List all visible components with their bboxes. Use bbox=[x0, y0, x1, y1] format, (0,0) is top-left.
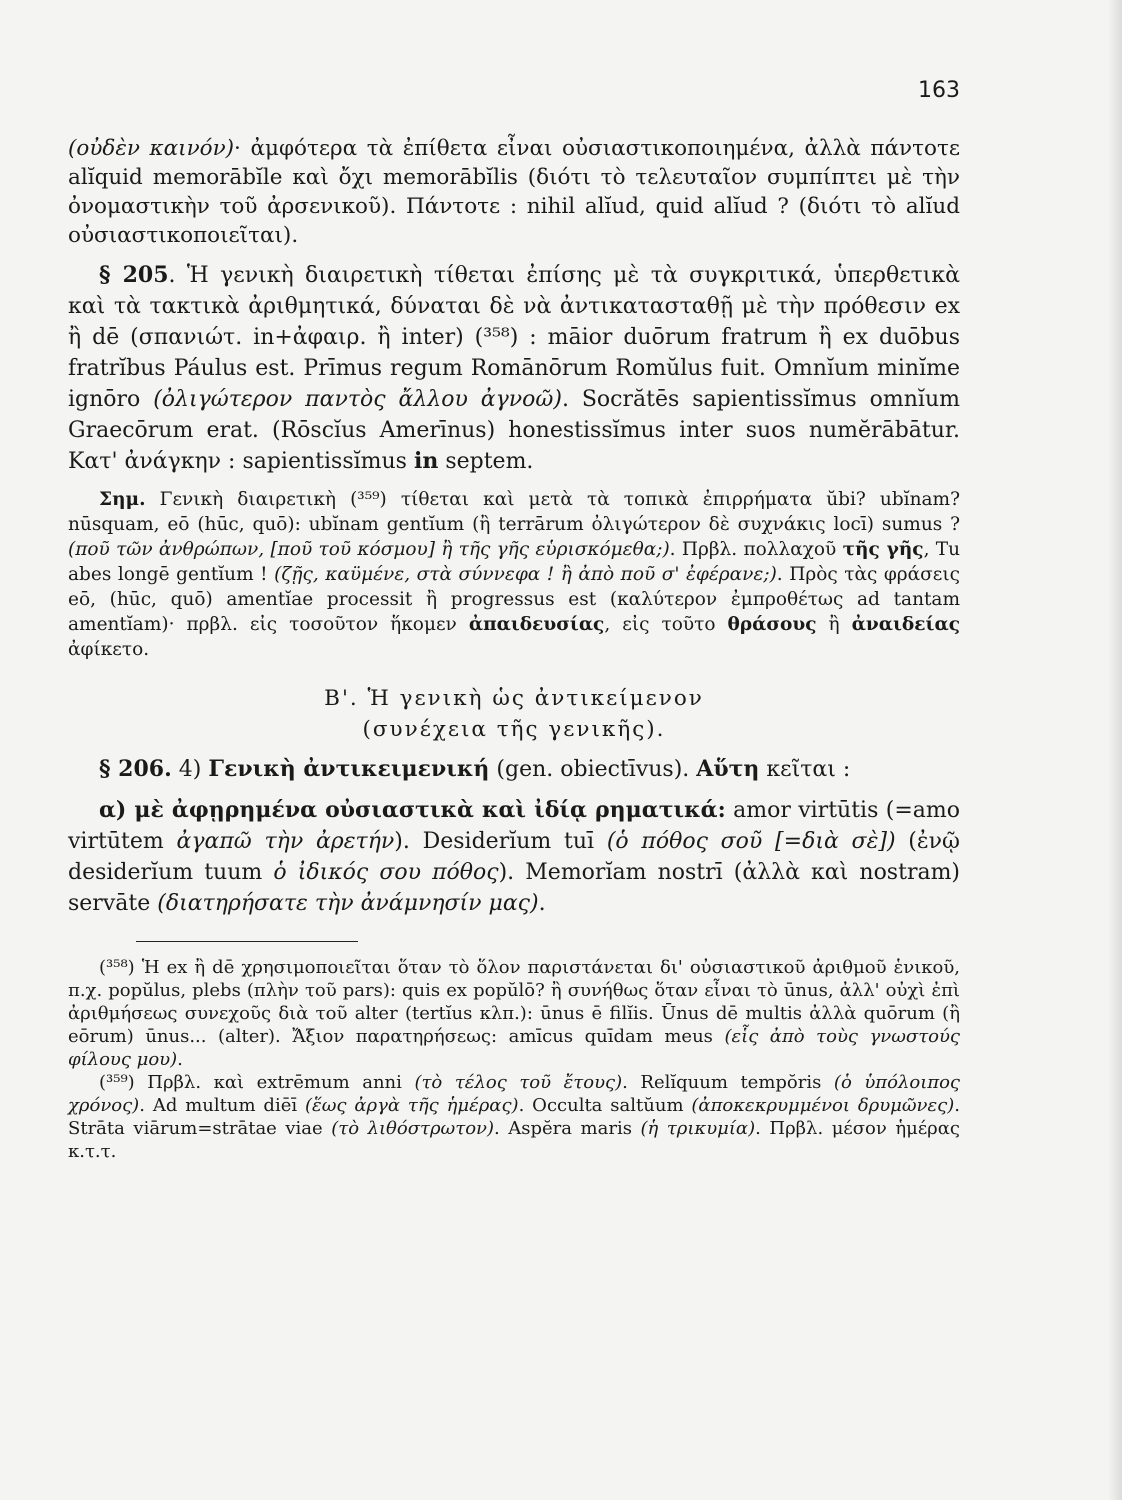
intro-paragraph bbox=[68, 134, 960, 250]
footnote-358-run: (³⁵⁸) Ἡ ex ἢ dē χρησιμοποιεῖται ὅταν τὸ ὅλον παριστάνεται δι' οὐσιαστικοῦ ἀριθμοῦ ἑνικοῦ, π.χ. popŭlus, plebs (πλὴν τοῦ pars): quis ex popŭlō? ἢ συνήθως ὅταν εἶναι τὸ ūnus, ἀλλ' οὐχὶ ἐπὶ ἀριθμήσεως συνεχοῦς διὰ τοῦ alter (tertĭus κλπ.): ūnus ē filĭis. Ūnus dē multis ἀλλὰ quōrum (ἢ eōrum) ūnus... (alter). Ἄξιον παρατηρήσεως: amīcus quīdam meus bbox=[68, 957, 960, 1047]
para-206-run: Αὕτη bbox=[696, 756, 760, 782]
footnote-359-run: (τὸ λιθόστρωτον) bbox=[331, 1118, 494, 1139]
note-paragraph bbox=[68, 487, 960, 662]
para-note-run: Σημ. bbox=[99, 489, 146, 510]
footnote-359-run: (ἡ τρικυμία) bbox=[640, 1118, 756, 1139]
para-206a-run: amor virtūtis (=amo virtūtem bbox=[68, 798, 961, 854]
para-note-run: . Πρὸς τὰς φράσεις eō, (hūc, quō) amentĭae processit ἢ progressus est (καλύτερον ἐμπροθέτως ad tantam amentĭam)· πρβλ. εἰς τοσοῦτον ἥκομεν bbox=[68, 564, 961, 635]
footnote-359-run: . Relĭquum tempŏris bbox=[622, 1072, 834, 1093]
footnote-359 bbox=[68, 1071, 960, 1163]
para-205-run: (ὀλιγώτερον παντὸς ἄλλου ἀγνοῶ) bbox=[153, 387, 562, 412]
para-206-run: § 206. bbox=[99, 756, 172, 782]
section-heading-subtitle: (συνέχεια τῆς γενικῆς). bbox=[362, 717, 666, 742]
para-note-run: Γενικὴ διαιρετικὴ (³⁵⁹) τίθεται καὶ μετὰ τὰ τοπικὰ ἐπιρρήματα ŭbi? ubĭnam? nūsquam, eō (hūc, quō): ubĭnam gentĭum (ἢ terrārum ὀλιγώτερον δὲ συχνάκις locī) sumus ? bbox=[68, 489, 960, 535]
para-note-run: (ζῇς, καϋμένε, στὰ σύννεφα ! ἢ ἀπὸ ποῦ σ' ἐφέρανε;) bbox=[274, 564, 777, 585]
footnote-rule bbox=[136, 941, 358, 942]
para-205-run: in bbox=[413, 448, 439, 474]
para-note-run: ἀφίκετο. bbox=[68, 639, 150, 660]
para-intro-run: · ἀμφότερα τὰ ἐπίθετα εἶναι οὐσιαστικοποιημένα, ἀλλὰ πάντοτε alĭquid memorābĭle καὶ ὄχι memorābĭlis (διότι τὸ τελευταῖον συμπίπτει μὲ τὴν ὀνομαστικὴν τοῦ ἀρσενικοῦ). Πάντοτε : nihil alĭud, quid alĭud ? (διότι τὸ alĭud οὐσιαστικοποιεῖται). bbox=[68, 136, 960, 248]
para-206a-run: (ἐνῷ desiderĭum tuum bbox=[68, 829, 960, 885]
section-206-paragraph bbox=[68, 754, 960, 785]
footnote-359-run: . Ad multum diēī bbox=[139, 1095, 306, 1116]
para-note-run: . Πρβλ. πολλαχοῦ bbox=[669, 539, 843, 560]
para-206a-run: ὁ ἰδικός σου πόθος bbox=[273, 860, 499, 885]
para-note-run: ἀναιδείας bbox=[851, 614, 960, 635]
para-206-run: Γενικὴ ἀντικειμενική bbox=[208, 756, 490, 782]
para-206a-run: ). Memorĭam nostrī (ἀλλὰ καὶ nostram) servāte bbox=[68, 860, 961, 916]
para-note-run: , εἰς τοῦτο bbox=[604, 614, 728, 635]
footnote-359-run: . Occulta saltŭum bbox=[518, 1095, 692, 1116]
section-205-paragraph bbox=[68, 260, 960, 477]
para-note-run: (ποῦ τῶν ἀνθρώπων, [ποῦ τοῦ κόσμου] ἢ τῆς γῆς εὑρισκόμεθα;) bbox=[68, 539, 670, 560]
footnote-359-run: (ἕως ἀργὰ τῆς ἡμέρας) bbox=[305, 1095, 519, 1116]
para-205-run: . Ἡ γενικὴ διαιρετικὴ τίθεται ἐπίσης μὲ τὰ συγκριτικά, ὑπερθετικὰ καὶ τὰ τακτικὰ ἀριθμητικά, δύναται δὲ νὰ ἀντικατασταθῇ μὲ τὴν πρόθεσιν ex ἢ dē (σπανιώτ. in+ἀφαιρ. ἢ inter) (³⁵⁸) : māior duōrum fratrum ἢ ex duōbus fratrĭbus Páulus est. Prīmus regum Romānōrum Romŭlus fuit. Omnĭum minĭme ignōro bbox=[68, 263, 960, 412]
section-heading-title: Β'. Ἡ γενικὴ ὡς ἀντικείμενον bbox=[324, 686, 704, 711]
para-205-run: § 205 bbox=[99, 262, 169, 288]
page-body bbox=[68, 134, 960, 1163]
para-206a-run: ). Desiderĭum tuī bbox=[394, 829, 607, 854]
para-intro-run: (οὐδὲν καινόν) bbox=[68, 136, 235, 161]
section-206a-paragraph bbox=[68, 795, 960, 919]
page-edge-shadow bbox=[1108, 0, 1122, 1500]
para-205-run: . Socrătēs sapientissĭmus omnĭum Graecōrum erat. (Rōscĭus Amerīnus) honestissĭmus inter suos numĕrābātur. Κατ' ἀνάγκην : sapientissĭmus bbox=[68, 387, 960, 474]
para-206a-run: (διατηρήσατε τὴν ἀνάμνησίν μας) bbox=[157, 891, 539, 916]
footnote-359-run: . Aspĕra maris bbox=[494, 1118, 641, 1139]
para-206-run: (gen. obiectīvus). bbox=[489, 757, 697, 782]
footnote-358-run: (εἷς ἀπὸ τοὺς γνωστούς φίλους μου) bbox=[68, 1026, 961, 1070]
footnote-359-run: (ὁ ὑπόλοιπος χρόνος) bbox=[68, 1072, 960, 1116]
footnote-359-run: (τὸ τέλος τοῦ ἔτους) bbox=[414, 1072, 623, 1093]
para-206-run: 4) bbox=[171, 757, 209, 782]
para-206a-run: ἀγαπῶ τὴν ἀρετήν bbox=[176, 829, 395, 854]
para-206a-run: . bbox=[538, 891, 546, 916]
para-note-run: , Tu abes longē gentĭum ! bbox=[68, 539, 960, 585]
para-note-run: θράσους bbox=[727, 614, 817, 635]
footnote-359-run: . Strāta viārum=strātae viae bbox=[68, 1095, 960, 1139]
para-205-run: septem. bbox=[438, 449, 534, 474]
page-number: 163 bbox=[918, 78, 960, 103]
para-206-run: κεῖται : bbox=[759, 757, 851, 782]
footnote-358-run: . bbox=[177, 1049, 183, 1070]
para-note-run: ἀπαιδευσίας bbox=[468, 614, 605, 635]
footnote-359-run: (ἀποκεκρυμμένοι δρυμῶνες) bbox=[691, 1095, 955, 1116]
footnote-358 bbox=[68, 956, 960, 1071]
para-note-run: τῆς γῆς bbox=[842, 539, 924, 560]
para-206a-run: α) μὲ ἀφῃρημένα οὐσιαστικὰ καὶ ἰδίᾳ ρηματικά: bbox=[99, 797, 726, 823]
footnote-359-run: (³⁵⁹) Πρβλ. καὶ extrēmum anni bbox=[99, 1072, 415, 1093]
footnote-359-run: . Πρβλ. μέσον ἡμέρας κ.τ.τ. bbox=[68, 1118, 960, 1162]
para-206a-run: (ὁ πόθος σοῦ [=διὰ σὲ]) bbox=[606, 829, 896, 854]
para-note-run: ἢ bbox=[816, 614, 852, 635]
